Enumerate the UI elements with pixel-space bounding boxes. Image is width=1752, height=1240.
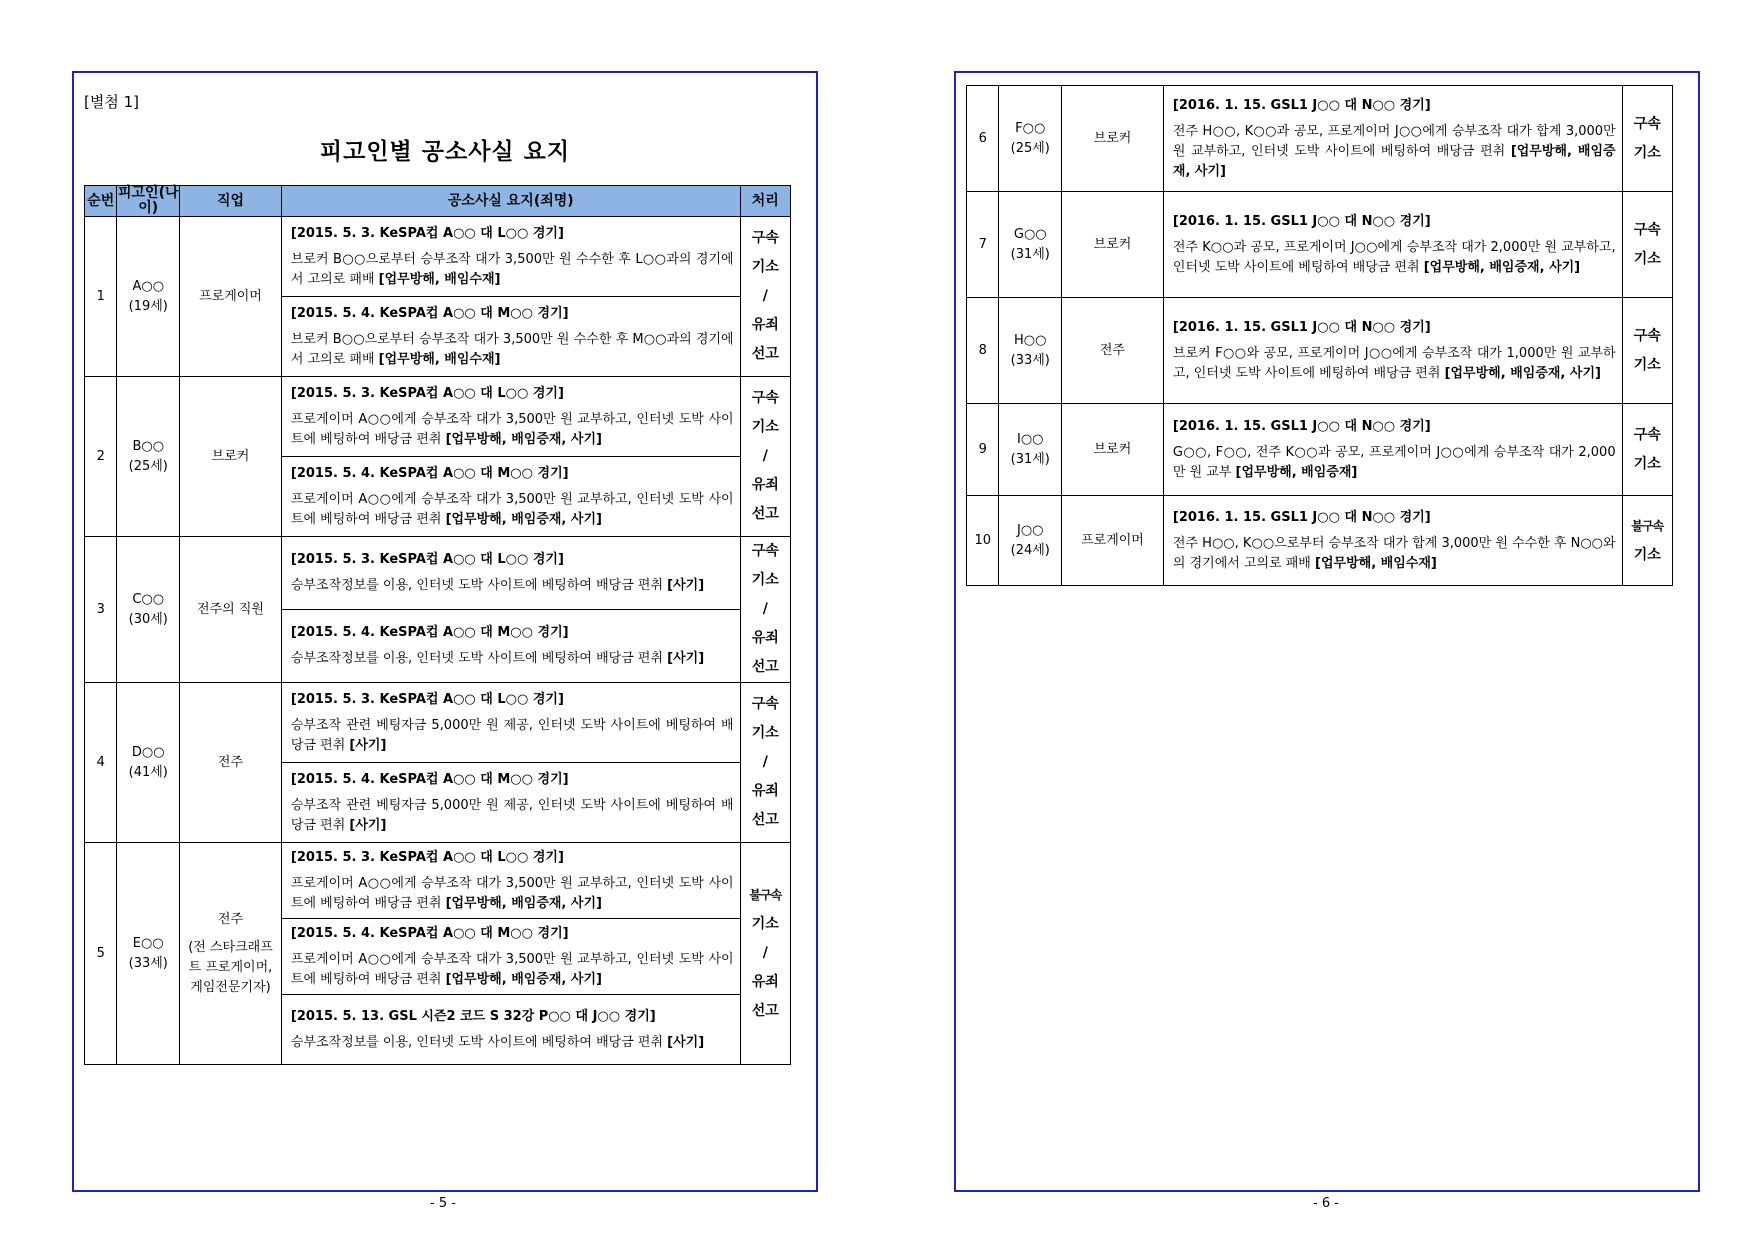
crime-summary — [1163, 298, 1622, 404]
row-number: 4 — [85, 683, 117, 843]
disposition — [740, 377, 790, 537]
defendant-table-continued — [966, 85, 1673, 586]
crime-charges: [업무방해, 배임증재, 사기] — [445, 511, 602, 527]
row-number: 7 — [967, 192, 999, 298]
crime-charges: [업무방해, 배임증재] — [1235, 464, 1358, 480]
defendant-age: (33세) — [1010, 352, 1050, 368]
table-row — [85, 537, 791, 610]
crime-heading: [2016. 1. 15. GSL1 J○○ 대 N○○ 경기] — [1172, 418, 1431, 434]
table-row — [85, 217, 791, 297]
defendant-cell — [999, 496, 1062, 586]
crime-heading: [2015. 5. 3. KeSPA컵 A○○ 대 L○○ 경기] — [290, 849, 564, 865]
crime-charges: [업무방해, 배임수재] — [378, 351, 501, 367]
crime-summary — [281, 683, 740, 763]
crime-heading: [2015. 5. 4. KeSPA컵 A○○ 대 M○○ 경기] — [290, 305, 569, 321]
disposition-line: 구속 — [751, 390, 779, 406]
table-row — [967, 496, 1673, 586]
crime-summary — [1163, 496, 1622, 586]
defendant-age: (31세) — [1010, 451, 1050, 467]
table-row — [967, 298, 1673, 404]
crime-summary — [281, 843, 740, 919]
defendant-age: (30세) — [128, 611, 168, 627]
crime-charges: [사기] — [667, 651, 705, 666]
crime-text: 브로커 F○○와 공모, 프로게이머 J○○에게 승부조작 대가 1,000만 원 교부하고, 인터넷 도박 사이트에 베팅하여 배당금 편취 — [1172, 345, 1616, 381]
row-number: 10 — [967, 496, 999, 586]
crime-summary — [281, 763, 740, 843]
disposition-line: 유죄 — [751, 477, 779, 493]
crime-charges: [사기] — [667, 1034, 705, 1050]
crime-charges: [업무방해, 배임수재] — [1315, 555, 1437, 571]
disposition — [740, 843, 790, 1065]
disposition-line: 유죄 — [751, 783, 779, 799]
crime-text: 전주 H○○, K○○으로부터 승부조작 대가 합계 3,000만 원 수수한 후 N○○와의 경기에서 고의로 패배 — [1172, 535, 1616, 571]
defendant-cell — [117, 537, 180, 683]
disposition-line: 기소 — [1633, 546, 1661, 563]
disposition-line: 기소 — [751, 259, 779, 275]
crime-heading: [2015. 5. 3. KeSPA컵 A○○ 대 L○○ 경기] — [290, 385, 564, 401]
disposition-line: 불구속 — [749, 888, 782, 902]
crime-summary — [1163, 404, 1622, 496]
table-row — [85, 843, 791, 919]
crime-summary — [281, 457, 740, 537]
crime-text: 승부조작정보를 이용, 인터넷 도박 사이트에 베팅하여 배당금 편취 — [290, 651, 668, 666]
occupation — [180, 217, 282, 377]
disposition-line: / — [762, 601, 768, 617]
header-job: 직업 — [180, 186, 282, 217]
crime-text: 전주 H○○, K○○과 공모, 프로게이머 J○○에게 승부조작 대가 합계 3,000만 원 교부하고, 인터넷 도박 사이트에 베팅하여 배당금 편취 — [1172, 123, 1616, 159]
occupation-text: 브로커 — [211, 448, 250, 464]
disposition — [740, 537, 790, 683]
crime-charges: [업무방해, 배임증재, 사기] — [1172, 143, 1616, 179]
defendant-age: (41세) — [128, 764, 168, 780]
disposition-line: 구속 — [1633, 221, 1661, 238]
occupation: 프로게이머 — [1062, 496, 1164, 586]
table-row — [967, 86, 1673, 192]
defendant-cell — [117, 683, 180, 843]
document-title: 피고인별 공소사실 요지 — [319, 139, 571, 165]
row-number: 6 — [967, 86, 999, 192]
crime-summary — [1163, 86, 1622, 192]
crime-summary — [1163, 192, 1622, 298]
crime-charges: [업무방해, 배임수재] — [378, 271, 501, 287]
disposition — [1622, 404, 1672, 496]
crime-heading: [2016. 1. 15. GSL1 J○○ 대 N○○ 경기] — [1172, 509, 1431, 525]
crime-charges: [업무방해, 배임증재, 사기] — [445, 971, 602, 987]
crime-heading: [2015. 5. 13. GSL 시즌2 코드 S 32강 P○○ 대 J○○ 경기] — [290, 1008, 656, 1024]
defendant-name: J○○ — [1016, 522, 1044, 538]
crime-summary — [281, 377, 740, 457]
defendant-cell — [117, 377, 180, 537]
occupation — [180, 377, 282, 537]
disposition — [1622, 496, 1672, 586]
disposition-line: 구속 — [751, 543, 779, 559]
occupation: 브로커 — [1062, 192, 1164, 298]
defendant-name: C○○ — [132, 591, 165, 607]
crime-summary — [281, 919, 740, 995]
table-row — [967, 192, 1673, 298]
disposition-line: 유죄 — [751, 974, 779, 990]
crime-heading: [2016. 1. 15. GSL1 J○○ 대 N○○ 경기] — [1172, 213, 1431, 229]
crime-text: G○○, F○○, 전주 K○○과 공모, 프로게이머 J○○에게 승부조작 대가 2,000만 원 교부 — [1172, 444, 1616, 480]
disposition-line: 기소 — [751, 916, 779, 932]
crime-text: 프로게이머 A○○에게 승부조작 대가 3,500만 원 교부하고, 인터넷 도박 사이트에 베팅하여 배당금 편취 — [290, 491, 734, 527]
header-name: 피고인(나이) — [118, 185, 179, 216]
table-row — [85, 683, 791, 763]
row-number: 8 — [967, 298, 999, 404]
defendant-cell — [117, 217, 180, 377]
crime-summary — [281, 995, 740, 1065]
crime-summary — [281, 217, 740, 297]
disposition — [1622, 192, 1672, 298]
disposition-line: 구속 — [1633, 327, 1661, 344]
crime-summary — [281, 297, 740, 377]
disposition-line: 선고 — [751, 1003, 779, 1019]
crime-text: 전주 K○○과 공모, 프로게이머 J○○에게 승부조작 대가 2,000만 원 교부하고, 인터넷 도박 사이트에 베팅하여 배당금 편취 — [1172, 239, 1616, 275]
defendant-name: E○○ — [132, 935, 164, 951]
occupation: 전주 — [1062, 298, 1164, 404]
disposition — [740, 683, 790, 843]
occupation-note: (전 스타크래프트 프로게이머, 게임전문기자) — [188, 939, 273, 995]
crime-charges: [업무방해, 배임증재, 사기] — [445, 895, 602, 911]
table-row — [967, 404, 1673, 496]
defendant-table — [84, 185, 791, 1065]
disposition-line: 선고 — [751, 659, 779, 675]
disposition-line: 선고 — [751, 346, 779, 362]
crime-charges: [사기] — [349, 737, 387, 753]
occupation-text: 전주 — [217, 911, 244, 927]
crime-text: 승부조작 관련 베팅자금 5,000만 원 제공, 인터넷 도박 사이트에 베팅하여 배당금 편취 — [290, 797, 734, 833]
table-row — [85, 377, 791, 457]
occupation: 브로커 — [1062, 86, 1164, 192]
disposition-line: 기소 — [751, 572, 779, 588]
header-disposition: 처리 — [740, 186, 790, 217]
defendant-age: (19세) — [128, 298, 168, 314]
occupation — [180, 843, 282, 1065]
occupation-text: 전주의 직원 — [197, 601, 264, 617]
disposition-line: / — [762, 945, 768, 961]
occupation: 브로커 — [1062, 404, 1164, 496]
disposition-line: 불구속 — [1631, 518, 1664, 533]
defendant-name: I○○ — [1016, 431, 1044, 447]
header-no: 순번 — [85, 186, 117, 217]
defendant-name: F○○ — [1015, 120, 1046, 136]
row-number: 3 — [85, 537, 117, 683]
defendant-cell — [999, 298, 1062, 404]
disposition-line: 기소 — [1633, 144, 1661, 161]
disposition-line: 선고 — [751, 506, 779, 522]
disposition — [740, 217, 790, 377]
defendant-cell — [999, 404, 1062, 496]
defendant-age: (31세) — [1010, 246, 1050, 262]
disposition-line: / — [762, 288, 768, 304]
crime-heading: [2016. 1. 15. GSL1 J○○ 대 N○○ 경기] — [1172, 97, 1431, 113]
header-summary: 공소사실 요지(죄명) — [281, 186, 740, 217]
crime-text: 승부조작정보를 이용, 인터넷 도박 사이트에 베팅하여 배당금 편취 — [290, 1034, 668, 1050]
defendant-cell — [999, 192, 1062, 298]
crime-text: 프로게이머 A○○에게 승부조작 대가 3,500만 원 교부하고, 인터넷 도박 사이트에 베팅하여 배당금 편취 — [290, 875, 734, 911]
defendant-name: A○○ — [132, 278, 165, 294]
disposition-line: 기소 — [1633, 356, 1661, 373]
crime-charges: [업무방해, 배임증재, 사기] — [445, 431, 602, 447]
crime-text: 브로커 B○○으로부터 승부조작 대가 3,500만 원 수수한 후 M○○과의 경기에서 고의로 패배 — [290, 331, 734, 367]
disposition-line: 구속 — [751, 696, 779, 712]
row-number: 1 — [85, 217, 117, 377]
defendant-age: (33세) — [128, 955, 168, 971]
crime-charges: [업무방해, 배임증재, 사기] — [1423, 259, 1581, 275]
crime-text: 프로게이머 A○○에게 승부조작 대가 3,500만 원 교부하고, 인터넷 도박 사이트에 베팅하여 배당금 편취 — [290, 951, 734, 987]
defendant-age: (25세) — [128, 458, 168, 474]
crime-charges: [업무방해, 배임증재, 사기] — [1444, 365, 1601, 381]
page-6 — [954, 71, 1700, 1192]
defendant-name: D○○ — [131, 744, 165, 760]
disposition-line: 유죄 — [751, 317, 779, 333]
disposition-line: / — [762, 448, 768, 464]
disposition-line: 선고 — [751, 812, 779, 828]
annex-label: [별첨 1] — [84, 93, 139, 111]
defendant-cell — [999, 86, 1062, 192]
occupation — [180, 537, 282, 683]
disposition-line: 기소 — [751, 725, 779, 741]
page-number: - 5 - — [430, 1196, 456, 1211]
crime-heading: [2015. 5. 4. KeSPA컵 A○○ 대 M○○ 경기] — [290, 771, 569, 787]
crime-summary — [281, 537, 740, 610]
crime-heading: [2015. 5. 3. KeSPA컵 A○○ 대 L○○ 경기] — [290, 225, 564, 241]
crime-charges: [사기] — [667, 578, 705, 593]
crime-heading: [2015. 5. 4. KeSPA컵 A○○ 대 M○○ 경기] — [290, 625, 569, 640]
disposition-line: 기소 — [751, 419, 779, 435]
crime-heading: [2016. 1. 15. GSL1 J○○ 대 N○○ 경기] — [1172, 319, 1431, 335]
occupation-text: 프로게이머 — [199, 288, 262, 304]
defendant-name: H○○ — [1014, 332, 1047, 348]
crime-text: 승부조작 관련 베팅자금 5,000만 원 제공, 인터넷 도박 사이트에 베팅하여 배당금 편취 — [290, 717, 734, 753]
occupation — [180, 683, 282, 843]
disposition-line: / — [762, 754, 768, 770]
defendant-age: (24세) — [1010, 542, 1050, 558]
page-5 — [72, 71, 818, 1192]
page-number: - 6 - — [1313, 1196, 1339, 1211]
defendant-cell — [117, 843, 180, 1065]
disposition — [1622, 298, 1672, 404]
disposition-line: 구속 — [1633, 115, 1661, 132]
disposition-line: 기소 — [1633, 455, 1661, 472]
disposition — [1622, 86, 1672, 192]
crime-text: 브로커 B○○으로부터 승부조작 대가 3,500만 원 수수한 후 L○○과의 경기에서 고의로 패배 — [290, 251, 734, 287]
row-number: 5 — [85, 843, 117, 1065]
crime-heading: [2015. 5. 4. KeSPA컵 A○○ 대 M○○ 경기] — [290, 465, 569, 481]
crime-text: 프로게이머 A○○에게 승부조작 대가 3,500만 원 교부하고, 인터넷 도박 사이트에 베팅하여 배당금 편취 — [290, 411, 734, 447]
crime-heading: [2015. 5. 4. KeSPA컵 A○○ 대 M○○ 경기] — [290, 925, 569, 941]
disposition-line: 구속 — [751, 230, 779, 246]
disposition-line: 구속 — [1633, 426, 1661, 443]
defendant-age: (25세) — [1010, 140, 1050, 156]
crime-summary — [281, 610, 740, 683]
crime-heading: [2015. 5. 3. KeSPA컵 A○○ 대 L○○ 경기] — [290, 552, 564, 567]
disposition-line: 유죄 — [751, 630, 779, 646]
row-number: 9 — [967, 404, 999, 496]
row-number: 2 — [85, 377, 117, 537]
disposition-line: 기소 — [1633, 250, 1661, 267]
crime-charges: [사기] — [349, 817, 387, 833]
crime-heading: [2015. 5. 3. KeSPA컵 A○○ 대 L○○ 경기] — [290, 691, 564, 707]
defendant-name: G○○ — [1013, 226, 1047, 242]
occupation-text: 전주 — [217, 754, 244, 770]
defendant-name: B○○ — [132, 438, 165, 454]
crime-text: 승부조작정보를 이용, 인터넷 도박 사이트에 베팅하여 배당금 편취 — [290, 578, 668, 593]
